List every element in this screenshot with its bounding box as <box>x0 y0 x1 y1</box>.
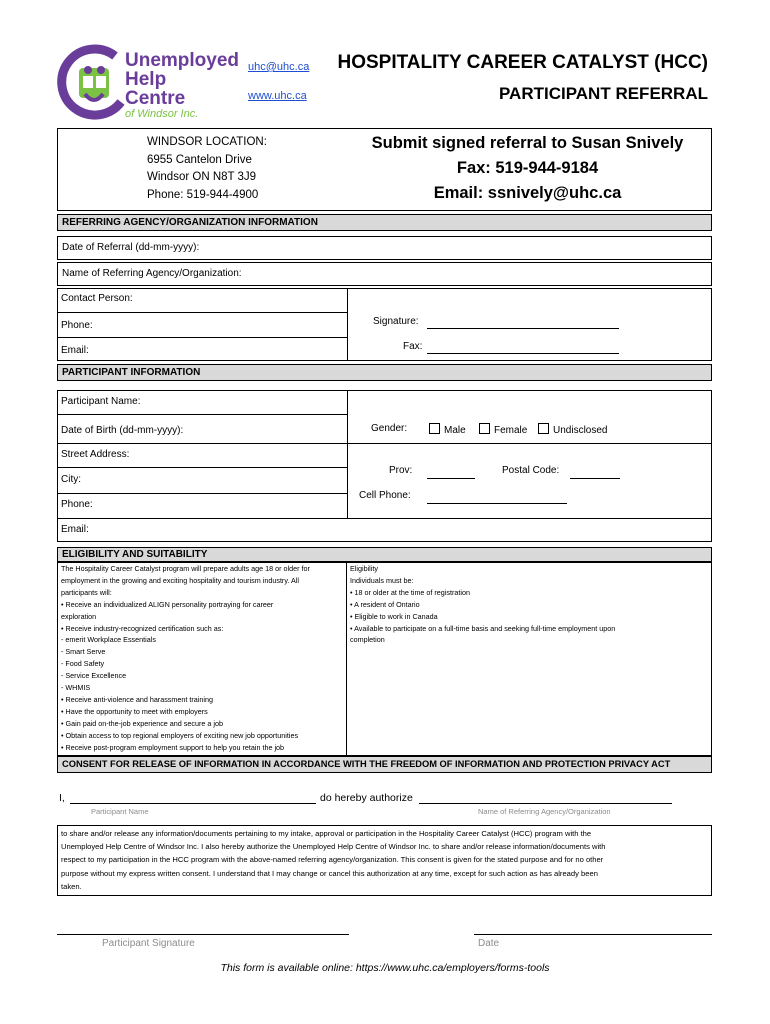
cell-phone-field[interactable] <box>427 503 567 504</box>
criteria-line: Individuals must be: <box>350 575 414 585</box>
criteria-line: • Eligible to work in Canada <box>350 611 438 621</box>
program-line: The Hospitality Career Catalyst program will prepare adults age 18 or older for <box>61 564 310 573</box>
footer-note: This form is available online: https://www.uhc.ca/employers/forms-tools <box>220 962 550 974</box>
checkbox-female[interactable] <box>479 423 490 434</box>
location-block <box>147 134 267 204</box>
logo-text-windsor: of Windsor Inc. <box>125 108 199 120</box>
location-phone: Phone: 519-944-4900 <box>147 188 259 201</box>
program-line: - Food Safety <box>61 659 105 669</box>
program-line: employment in the growing and exciting hospitality and tourism industry. All <box>61 575 299 585</box>
cell-phone-label: Cell Phone: <box>359 490 411 501</box>
submit-line: Submit signed referral to Susan Snively <box>371 134 684 152</box>
gender-label: Gender: <box>371 423 408 434</box>
contact-row-line <box>57 312 347 313</box>
gender-male-label: Male <box>444 425 466 436</box>
program-line: • Receive anti-violence and harassment training <box>61 694 213 704</box>
gender-female-label: Female <box>494 425 528 436</box>
logo-mark-icon <box>55 44 133 122</box>
program-line: - Service Excellence <box>61 671 127 681</box>
referrer-fax-field[interactable] <box>427 353 619 354</box>
program-description <box>61 563 344 754</box>
name-row-line <box>57 414 347 415</box>
agency-name-label: Name of Referring Agency/Organization: <box>62 268 242 279</box>
participant-phone-label: Phone: <box>61 499 93 510</box>
section-header-referring <box>57 214 712 231</box>
checkbox-undisclosed[interactable] <box>538 423 549 434</box>
postal-code-field[interactable] <box>570 478 620 479</box>
agency-name-caption: Name of Referring Agency/Organization <box>478 807 611 816</box>
program-line: • Receive post-program employment support to help you retain the job <box>61 742 285 752</box>
program-line: • Gain paid on-the-job experience and secure a job <box>61 718 223 728</box>
criteria-line: • 18 or older at the time of registration <box>350 587 470 597</box>
criteria-line: • A resident of Ontario <box>350 599 420 609</box>
section-header-participant <box>57 364 712 381</box>
referrer-fax-label: Fax: <box>403 341 423 352</box>
participant-name-caption: Participant Name <box>91 807 149 816</box>
gender-option-male[interactable] <box>429 423 466 436</box>
phone-row-line <box>57 337 347 338</box>
contact-divider <box>347 288 348 361</box>
date-caption: Date <box>478 938 500 949</box>
section-header-eligibility <box>57 547 712 562</box>
submit-fax: Fax: 519-944-9184 <box>456 159 599 177</box>
checkbox-male[interactable] <box>429 423 440 434</box>
consent-i-label: I, <box>59 792 65 804</box>
participant-block <box>57 390 712 542</box>
gender-option-female[interactable] <box>479 423 527 436</box>
location-heading: WINDSOR LOCATION: <box>147 136 267 148</box>
referral-date-row[interactable] <box>57 236 712 260</box>
dob-row-line <box>57 443 712 444</box>
province-field[interactable] <box>427 478 475 479</box>
section-heading-eligibility: ELIGIBILITY AND SUITABILITY <box>62 549 208 560</box>
referrer-email-label: Email: <box>61 345 89 356</box>
street-row-line <box>57 467 347 468</box>
province-label: Prov: <box>389 465 413 476</box>
submit-email: Email: ssnively@uhc.ca <box>433 184 622 202</box>
logo-text-centre: Centre <box>125 88 186 109</box>
eligibility-divider <box>346 562 347 756</box>
phone-row-line-2 <box>57 518 712 519</box>
logo <box>55 44 240 124</box>
street-address-label: Street Address: <box>61 449 130 460</box>
program-line: • Receive an individualized ALIGN personality portraying for career <box>61 599 274 609</box>
program-line: participants will: <box>61 587 112 597</box>
criteria-line: completion <box>350 635 385 645</box>
signature-label: Signature: <box>373 316 419 327</box>
consent-body <box>61 827 709 893</box>
email-link[interactable]: uhc@uhc.ca <box>248 61 310 73</box>
consent-hereby-label: do hereby authorize <box>320 792 413 804</box>
date-line[interactable] <box>474 934 712 935</box>
city-label: City: <box>61 474 81 485</box>
postal-code-label: Postal Code: <box>502 465 560 476</box>
gender-undisclosed-label: Undisclosed <box>553 425 608 436</box>
location-street: 6955 Cantelon Drive <box>147 153 252 166</box>
program-line: • Receive industry-recognized certification such as: <box>61 623 224 633</box>
section-heading-consent: CONSENT FOR RELEASE OF INFORMATION IN ACCORDANCE WITH THE FREEDOM OF INFORMATION AND PROTECTION PRIVACY ACT <box>62 759 671 769</box>
referrer-phone-label: Phone: <box>61 320 93 331</box>
form-title: HOSPITALITY CAREER CATALYST (HCC) <box>337 52 708 73</box>
agency-name-row[interactable] <box>57 262 712 286</box>
dob-label: Date of Birth (dd-mm-yyyy): <box>61 425 184 436</box>
consent-line: respect to my participation in the HCC program with the above-named referring agency/organization. This consent is given for the stated purpose and for no other <box>61 855 604 865</box>
consent-line: taken. <box>61 881 82 891</box>
eligibility-criteria <box>350 563 710 646</box>
program-line: • Obtain access to top regional employers of exciting new job opportunities <box>61 730 299 740</box>
logo-text-unemployed: Unemployed <box>125 50 240 71</box>
participant-divider <box>347 390 348 519</box>
criteria-line: • Available to participate on a full-time basis and seeking full-time employment upon <box>350 623 616 633</box>
consent-line: Unemployed Help Centre of Windsor Inc. I also hereby authorize the Unemployed Help Centre of Windsor Inc. to share and/or release information/documents with <box>61 842 606 852</box>
consent-agency-name-field[interactable] <box>419 803 672 804</box>
participant-email-label: Email: <box>61 524 89 535</box>
section-header-consent <box>57 756 712 773</box>
signature-field[interactable] <box>427 328 619 329</box>
consent-participant-name-field[interactable] <box>70 803 316 804</box>
contact-person-label: Contact Person: <box>61 293 133 304</box>
criteria-line: Eligibility <box>350 564 378 573</box>
city-row-line <box>57 493 347 494</box>
submit-block <box>360 131 695 206</box>
participant-signature-caption: Participant Signature <box>102 938 195 949</box>
website-link[interactable]: www.uhc.ca <box>248 90 307 102</box>
consent-line: to share and/or release any information/documents pertaining to my intake, approval or participation in the Hospitality Career Catalyst (HCC) program with the <box>61 829 592 838</box>
program-line: • Have the opportunity to meet with employers <box>61 706 208 716</box>
program-line: - Smart Serve <box>61 647 106 657</box>
participant-signature-line[interactable] <box>57 934 349 935</box>
gender-option-undisclosed[interactable] <box>538 423 607 436</box>
section-heading-referring: REFERRING AGENCY/ORGANIZATION INFORMATION <box>62 217 318 228</box>
form-subtitle: PARTICIPANT REFERRAL <box>498 84 708 103</box>
participant-name-label: Participant Name: <box>61 396 141 407</box>
program-line: - WHMIS <box>61 683 91 693</box>
location-city: Windsor ON N8T 3J9 <box>147 171 257 183</box>
section-heading-participant: PARTICIPANT INFORMATION <box>62 367 201 378</box>
consent-line: purpose without my express written consent. I understand that I may change or cancel this authorization at any time, except for such action as has already been <box>61 868 598 878</box>
logo-text-help: Help <box>125 69 167 90</box>
program-line: - emerit Workplace Essentials <box>61 635 156 645</box>
program-line: exploration <box>61 611 97 621</box>
referral-date-label: Date of Referral (dd-mm-yyyy): <box>62 242 200 253</box>
